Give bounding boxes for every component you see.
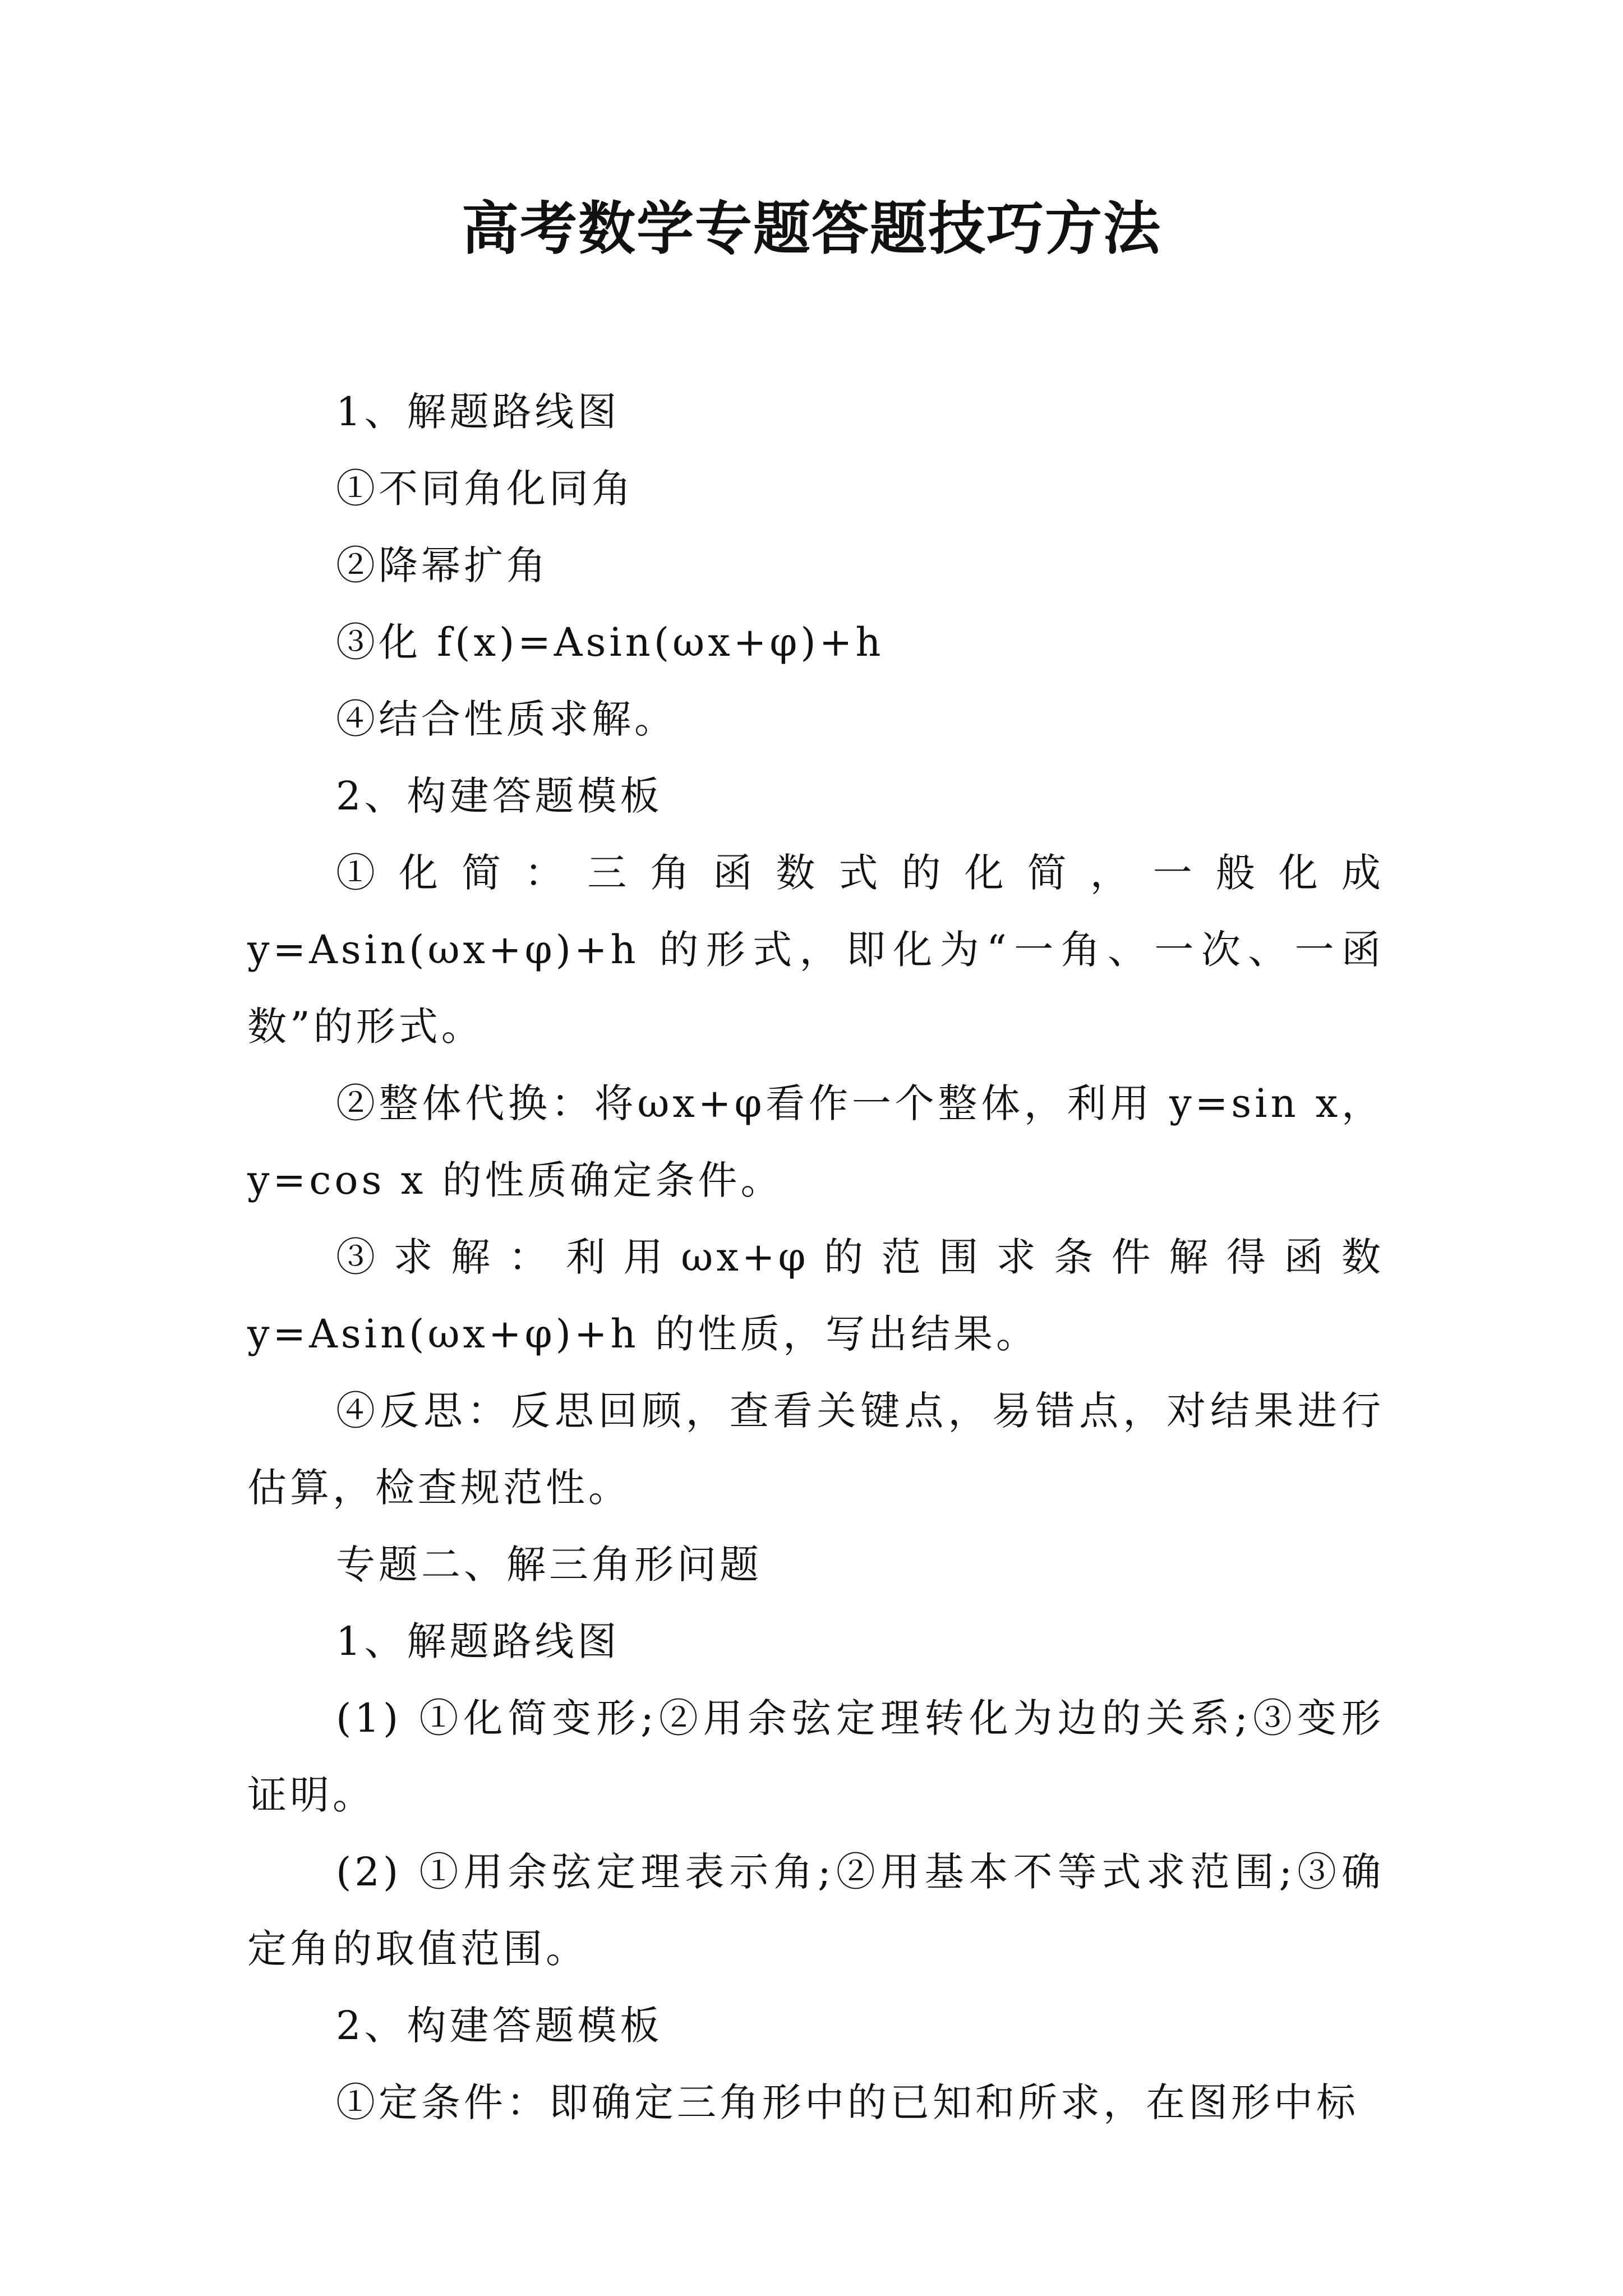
heading-solution-roadmap: 1、解题路线图 — [336, 389, 620, 435]
paragraph: ①化简：三角函数式的化简，一般化成 y=Asin(ωx+φ)+h 的形式，即化为“一角、一次、一函数”的形式。 — [247, 850, 1384, 1050]
paragraph: (1) ①化简变形;②用余弦定理转化为边的关系;③变形证明。 — [247, 1695, 1384, 1818]
heading-answer-template: 2、构建答题模板 — [336, 2003, 663, 2049]
list-item: ①不同角化同角 — [336, 466, 634, 512]
section-heading: 专题二、解三角形问题 — [336, 1542, 762, 1588]
heading-answer-template: 2、构建答题模板 — [336, 773, 663, 819]
paragraph: ③求解：利用ωx+φ的范围求条件解得函数 y=Asin(ωx+φ)+h 的性质，写出结果。 — [247, 1234, 1384, 1357]
heading-solution-roadmap: 1、解题路线图 — [336, 1618, 620, 1664]
document-body — [247, 374, 1384, 2141]
list-item: ③化 f(x)=Asin(ωx+φ)+h — [336, 619, 884, 665]
list-item: ④结合性质求解。 — [336, 696, 677, 742]
paragraph: (2) ①用余弦定理表示角;②用基本不等式求范围;③确定角的取值范围。 — [247, 1849, 1384, 1972]
document-title: 高考数学专题答题技巧方法 — [462, 195, 1161, 263]
list-item: ②降幂扩角 — [336, 542, 549, 588]
paragraph: ①定条件：即确定三角形中的已知和所求，在图形中标 — [336, 2079, 1359, 2125]
paragraph: ②整体代换：将ωx+φ看作一个整体，利用 y=sin x，y=cos x 的性质确定条件。 — [247, 1080, 1384, 1203]
paragraph: ④反思：反思回顾，查看关键点，易错点，对结果进行估算，检查规范性。 — [247, 1388, 1384, 1511]
